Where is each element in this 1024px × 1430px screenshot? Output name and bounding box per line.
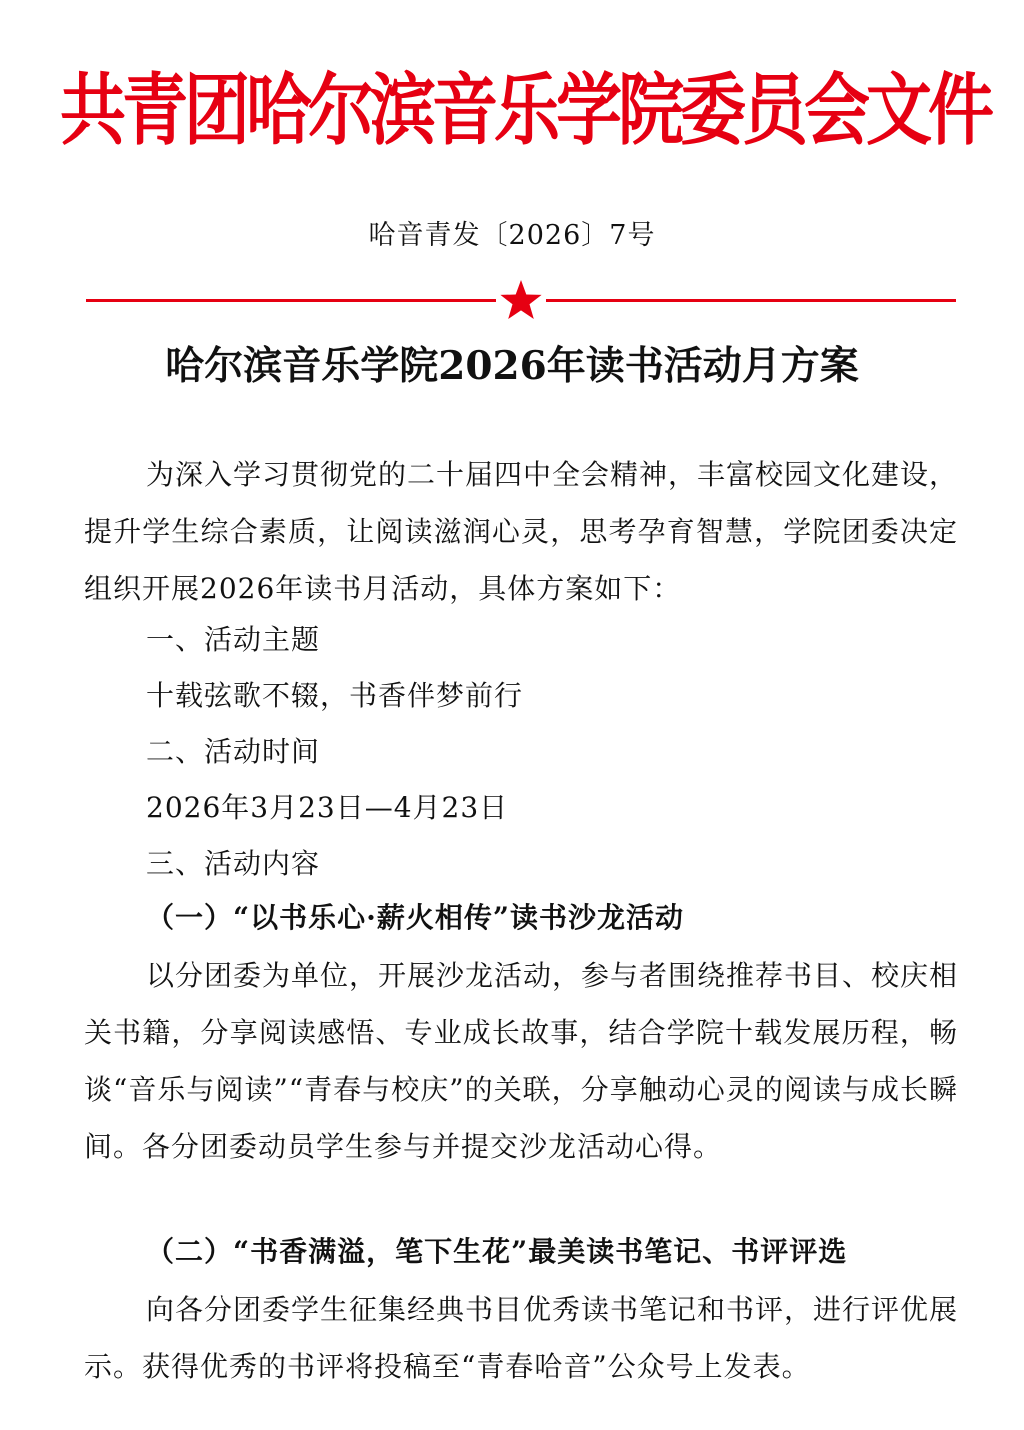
section-heading-theme: 一、活动主题 (146, 623, 321, 656)
time-text: 2026年3月23日—4月23日 (146, 791, 509, 824)
red-divider-right (546, 299, 956, 302)
document-number: 哈音青发〔2026〕7号 (368, 220, 656, 251)
document-title: 哈尔滨音乐学院2026年读书活动月方案 (165, 343, 859, 389)
red-divider-left (86, 299, 496, 302)
salon-paragraph: 以分团委为单位，开展沙龙活动，参与者围绕推荐书目、校庆相关书籍，分享阅读感悟、专业成长故事，结合学院十载发展历程，畅谈“音乐与阅读”“青春与校庆”的关联，分享触动心灵的阅读与成长瞬间。各分团委动员学生参与并提交沙龙活动心得。 (84, 959, 959, 1163)
theme-text: 十载弦歌不辍，书香伴梦前行 (146, 679, 524, 712)
section-heading-time: 二、活动时间 (146, 735, 321, 768)
subsection-title-salon: （一）“以书乐心·薪火相传”读书沙龙活动 (146, 901, 684, 934)
intro-paragraph: 为深入学习贯彻党的二十届四中全会精神，丰富校园文化建设，提升学生综合素质，让阅读滋润心灵，思考孕育智慧，学院团委决定组织开展2026年读书月活动，具体方案如下： (84, 458, 959, 605)
masthead-title: 共青团哈尔滨音乐学院委员会文件 (60, 64, 990, 156)
section-heading-content: 三、活动内容 (146, 847, 321, 880)
notes-paragraph: 向各分团委学生征集经典书目优秀读书笔记和书评，进行评优展示。获得优秀的书评将投稿至“青春哈音”公众号上发表。 (84, 1293, 959, 1383)
red-star-icon (499, 278, 543, 322)
subsection-title-notes: （二）“书香满溢，笔下生花”最美读书笔记、书评评选 (146, 1235, 848, 1268)
